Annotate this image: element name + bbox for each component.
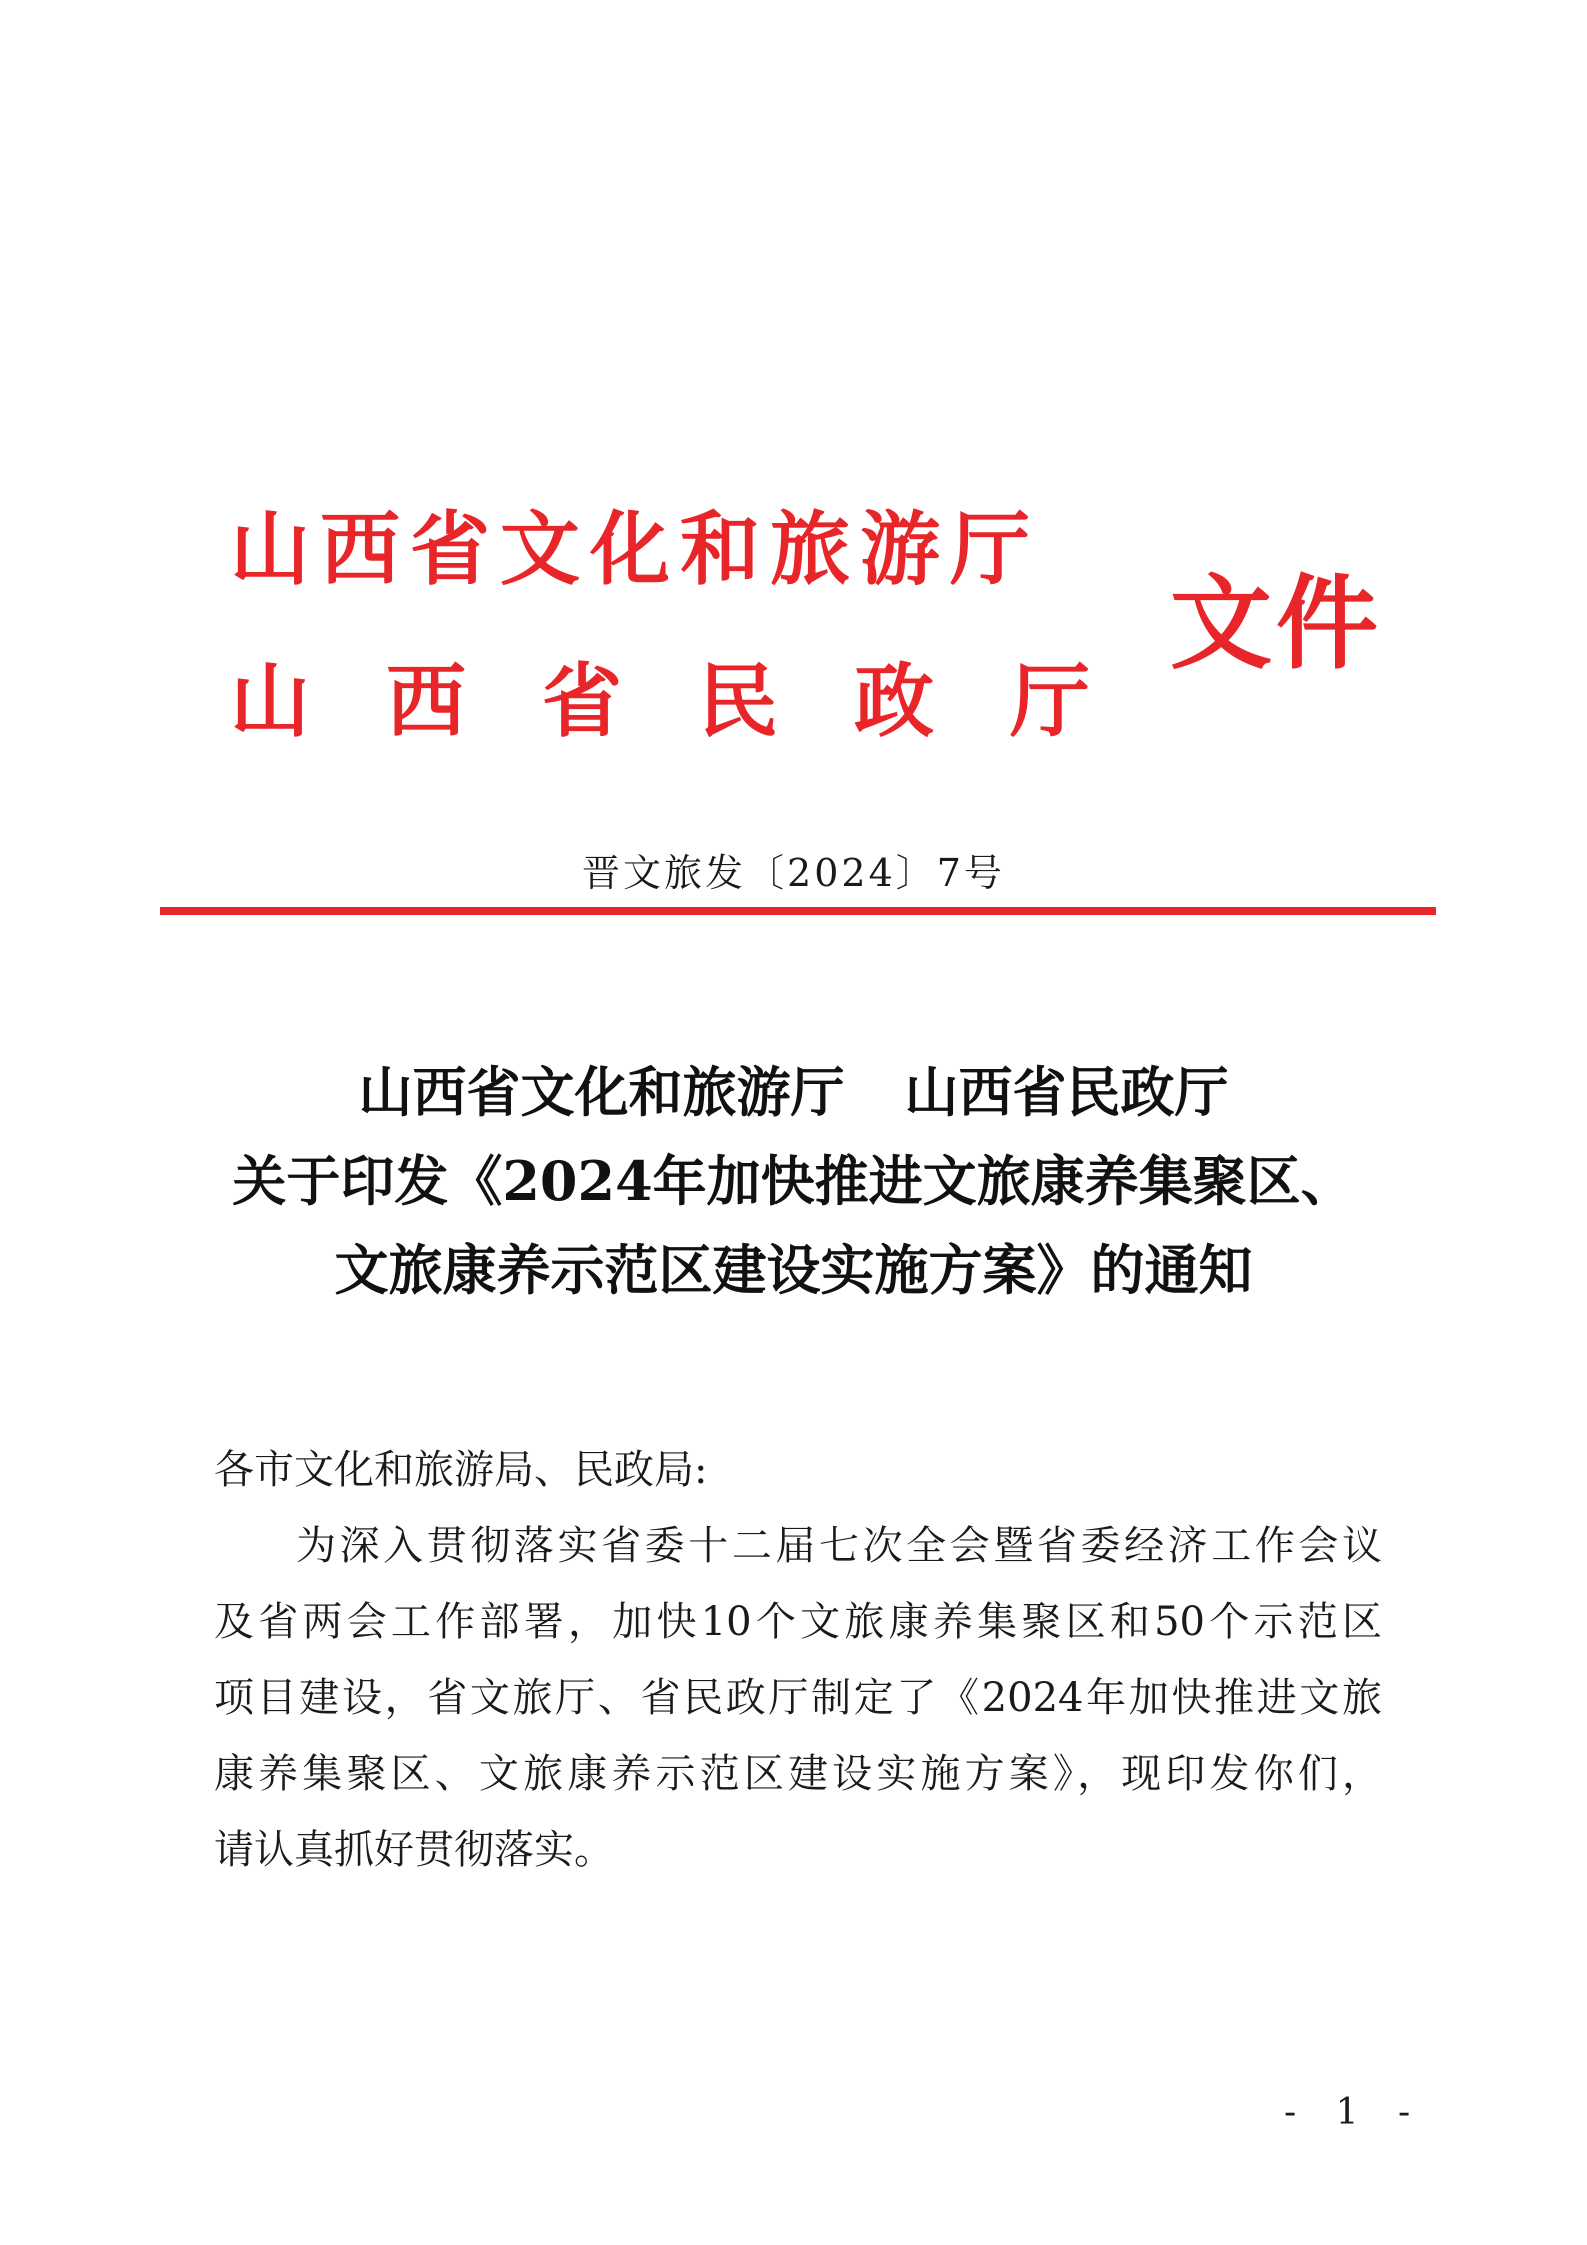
body-line: 及省两会工作部署，加快10个文旅康养集聚区和50个示范区 xyxy=(214,1599,1382,1645)
title-issuer-1: 山西省文化和旅游厅 xyxy=(358,1060,845,1124)
document-number: 晋文旅发〔2024〕7号 xyxy=(582,851,1005,895)
issuing-org-culture-tourism: 山西省文化和旅游厅 xyxy=(230,503,1040,596)
issuing-org-civil-affairs: 山西省民政厅 xyxy=(230,655,1090,748)
salutation: 各市文化和旅游局、民政局: xyxy=(214,1447,708,1493)
title-line-3: 文旅康养示范区建设实施方案》的通知 xyxy=(334,1238,1253,1302)
file-mark: 文件 xyxy=(1170,565,1382,684)
title-issuer-2: 山西省民政厅 xyxy=(904,1060,1229,1124)
title-line-1 xyxy=(0,1048,1587,1137)
body-line: 康养集聚区、文旅康养示范区建设实施方案》，现印发你们， xyxy=(214,1751,1382,1797)
document-title xyxy=(0,1048,1587,1315)
body-line: 请认真抓好贯彻落实。 xyxy=(214,1827,614,1873)
title-line-2: 关于印发《2024年加快推进文旅康养集聚区、 xyxy=(232,1149,1355,1213)
body-line: 项目建设，省文旅厅、省民政厅制定了《2024年加快推进文旅 xyxy=(214,1675,1382,1721)
body-line: 为深入贯彻落实省委十二届七次全会暨省委经济工作会议 xyxy=(296,1523,1382,1569)
red-divider-line xyxy=(160,907,1436,915)
page-number: - 1 - xyxy=(1284,2092,1425,2133)
